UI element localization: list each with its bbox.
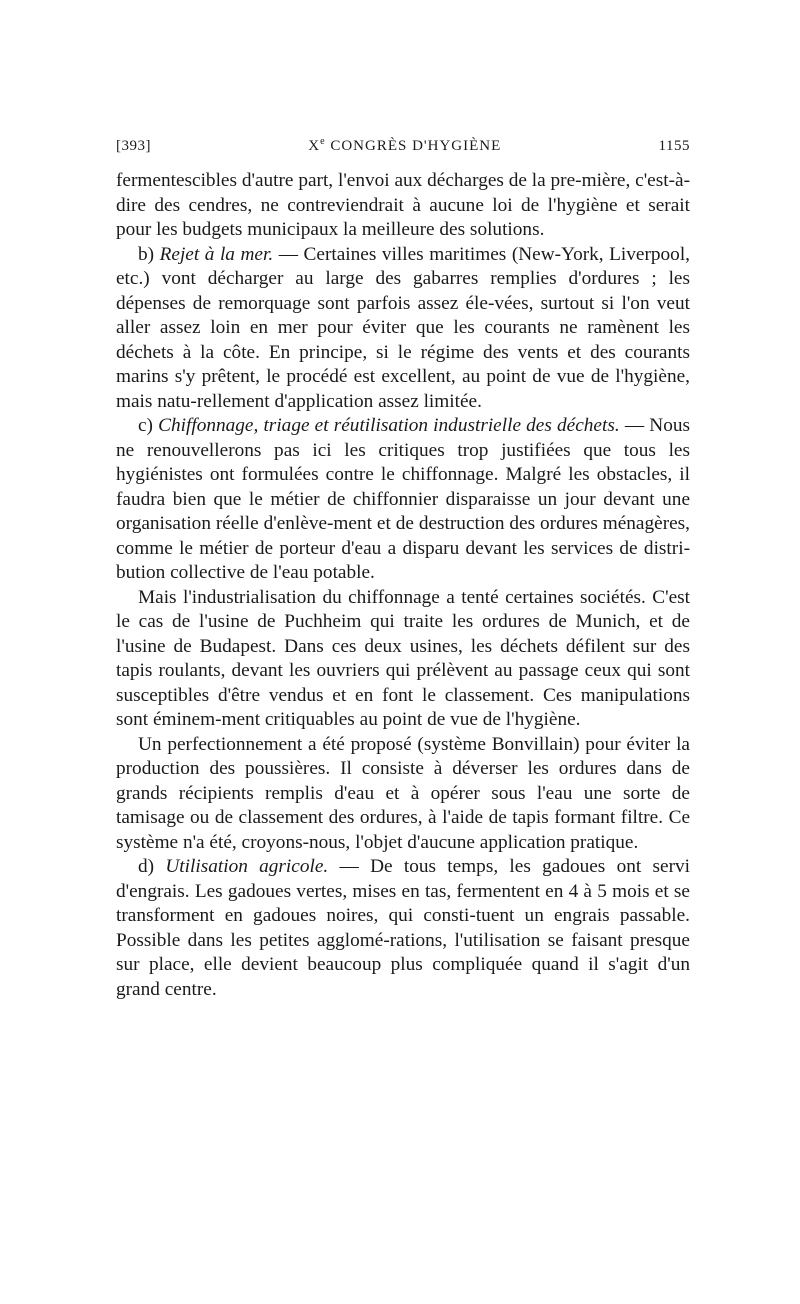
running-title [308,136,501,155]
section-title-chiffonnage: Chiffonnage, triage et réutilisation industrielle des déchets. [158,415,620,436]
section-title-rejet: Rejet à la mer. [159,243,274,265]
body-text [116,169,690,1002]
running-header [116,136,690,155]
paragraph-1: fermentescibles d'autre part, l'envoi aux décharges de la pre-mière, c'est-à-dire des cendres, ne contreviendrait à aucune loi de l'hygiène et serait pour les budgets municipaux la meilleure des solutions. [116,170,690,240]
book-page [116,136,690,1002]
paragraph-6 [116,855,690,1002]
paragraph-4: Mais l'industrialisation du chiffonnage a tenté certaines sociétés. C'est le cas de l'usine de Puchheim qui traite les ordures de Munich, et de l'usine de Budapest. Dans ces deux usines, les déchets défilent sur des tapis roulants, devant les ouvriers qui prélèvent au passage ceux qui sont susceptibles d'être vendus et en font le classement. Ces manipulations sont éminem-ment critiquables au point de vue de l'hygiène. [116,586,690,730]
page-number: 1155 [658,138,690,154]
page-reference: [393] [116,138,151,154]
section-label-c: c) [138,415,159,436]
paragraph-2-text: — Certaines villes maritimes (New-York, Liverpool, etc.) vont décharger au large des gabarres remplies d'ordures ; les dépenses de remorquage sont parfois assez éle-vées, surtout si l'on veut aller assez loin en mer pour éviter que les courants ne ramènent les déchets à la côte. En principe, si le régime des vents et des courants marins s'y prêtent, le procédé est excellent, au point de vue de l'hygiène, mais natu-rellement d'application assez limitée. [116,243,690,412]
section-label-d: d) [138,856,166,877]
paragraph-5: Un perfectionnement a été proposé (système Bonvillain) pour éviter la production des poussières. Il consiste à déverser les ordures dans de grands récipients remplis d'eau et à opérer sous l'eau une sorte de tamisage ou de classement des ordures, à l'aide de tapis formant filtre. Ce système n'a été, croyons-nous, l'objet d'aucune application pratique. [116,733,690,853]
paragraph-6-text: — De tous temps, les gadoues ont servi d'engrais. Les gadoues vertes, mises en tas, fermentent en 4 à 5 mois et se transforment en gadoues noires, qui consti-tuent un engrais passable. Possible dans les petites agglomé-rations, l'utilisation se faisant presque sur place, elle devient beaucoup plus compliquée quand il s'agit d'un grand centre. [116,856,690,1000]
paragraph-3-text: — Nous ne renouvellerons pas ici les critiques trop justifiées que tous les hygiénistes ont formulées contre le chiffonnage. Malgré les obstacles, il faudra bien que le métier de chiffonnier disparaisse un jour devant une organisation réelle d'enlève-ment et de destruction des ordures ménagères, comme le métier de porteur d'eau a disparu devant les services de distri-bution collective de l'eau potable. [116,415,690,583]
section-title-utilisation: Utilisation agricole. [165,856,329,877]
running-title-prefix: X [308,138,321,154]
paragraph-3 [116,414,690,586]
section-label-b: b) [138,243,160,265]
paragraph-2 [116,243,690,415]
running-title-rest: CONGRÈS D'HYGIÈNE [325,138,502,154]
running-title-sup: e [320,136,326,147]
